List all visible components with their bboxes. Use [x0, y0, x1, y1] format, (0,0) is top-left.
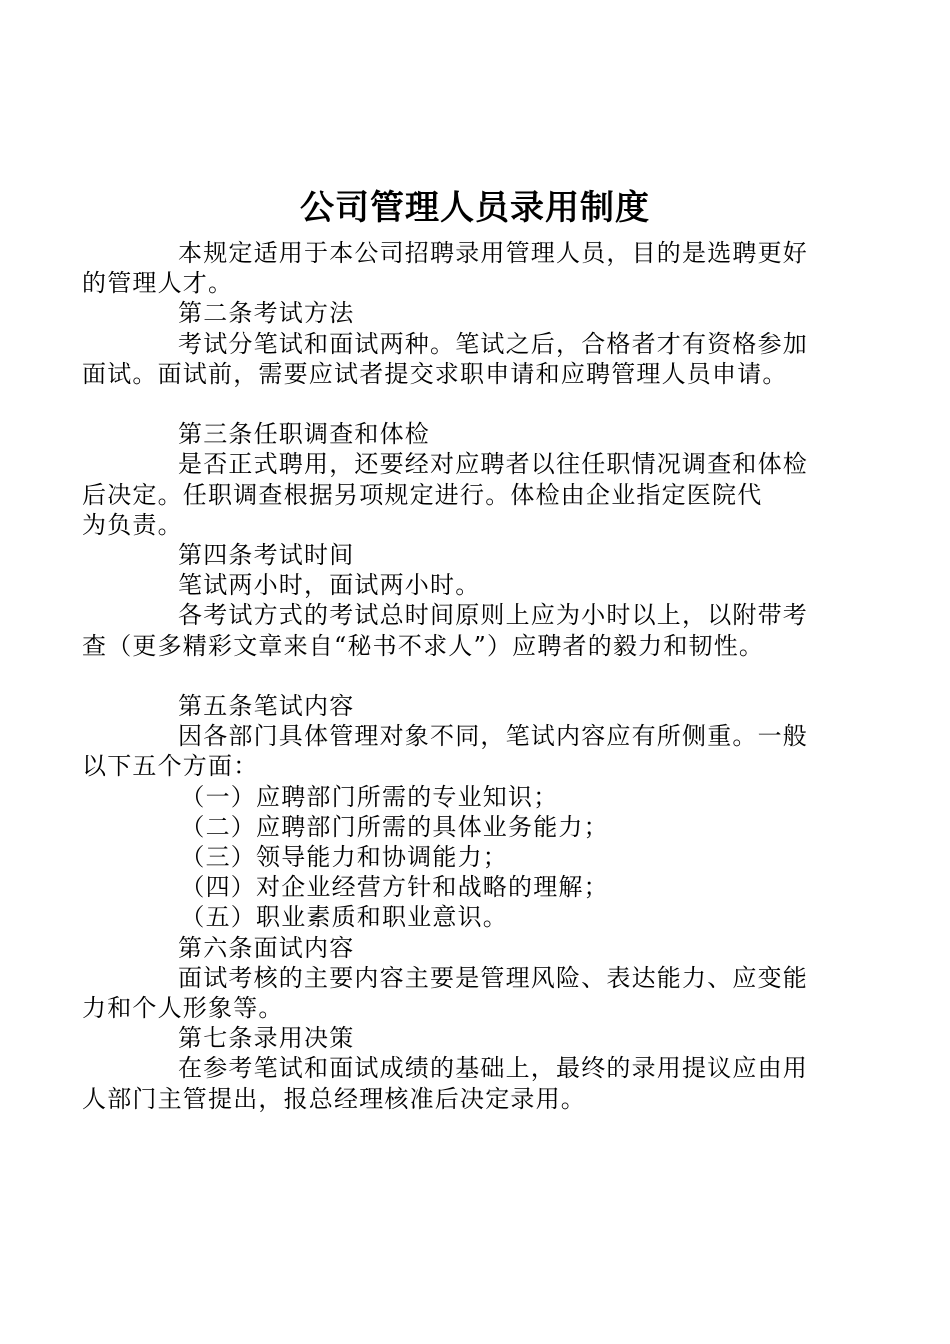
text-line: 第五条笔试内容: [178, 692, 355, 721]
text-line: 人部门主管提出，报总经理核准后决定录用。: [82, 1084, 586, 1113]
list-item: [130, 902, 850, 932]
paragraph: [82, 600, 850, 660]
article-heading: [130, 933, 850, 963]
text-line: （二）应聘部门所需的具体业务能力；: [180, 812, 609, 841]
text-line: 是否正式聘用，还要经对应聘者以往任职情况调查和体检: [178, 450, 808, 479]
text-line: （一）应聘部门所需的专业知识；: [180, 782, 559, 811]
text-line: 面试考核的主要内容主要是管理风险、表达能力、应变能: [178, 963, 808, 992]
blank-line: [130, 661, 850, 691]
paragraph: [130, 570, 850, 600]
text-line: 查（更多精彩文章来自“秘书不求人”）应聘者的毅力和韧性。: [82, 631, 765, 660]
article-heading: [130, 540, 850, 570]
text-line: 的管理人才。: [82, 269, 234, 298]
text-line: 因各部门具体管理对象不同，笔试内容应有所侧重。一般: [178, 722, 808, 751]
text-line: （三）领导能力和协调能力；: [180, 843, 508, 872]
article-heading: [130, 298, 850, 328]
text-line: 考试分笔试和面试两种。笔试之后，合格者才有资格参加: [178, 329, 808, 358]
text-line: 为负责。: [82, 510, 183, 539]
blank-line: [130, 389, 850, 419]
list-item: [130, 812, 850, 842]
text-line: 面试。面试前，需要应试者提交求职申请和应聘管理人员申请。: [82, 359, 788, 388]
text-line: 以下五个方面：: [82, 752, 259, 781]
text-line: 笔试两小时，面试两小时。: [178, 571, 481, 600]
text-line: （五）职业素质和职业意识。: [180, 903, 508, 932]
article-heading: [130, 419, 850, 449]
text-line: 第七条录用决策: [178, 1024, 355, 1053]
text-line: 第三条任职调查和体检: [178, 420, 430, 449]
list-item: [130, 782, 850, 812]
paragraph: [82, 449, 850, 540]
paragraph: [82, 1053, 850, 1113]
text-line: 在参考笔试和面试成绩的基础上，最终的录用提议应由用: [178, 1054, 808, 1083]
paragraph-intro: [82, 238, 850, 298]
article-heading: [130, 1023, 850, 1053]
text-line: 力和个人形象等。: [82, 994, 284, 1023]
document-title: 公司管理人员录用制度: [300, 188, 650, 228]
text-line: 本规定适用于本公司招聘录用管理人员，目的是选聘更好: [178, 239, 808, 267]
text-line: 各考试方式的考试总时间原则上应为小时以上，以附带考: [178, 601, 808, 630]
list-item: [130, 872, 850, 902]
text-line: 第四条考试时间: [178, 541, 355, 570]
paragraph: [82, 963, 850, 1023]
list-item: [130, 842, 850, 872]
article-heading: [130, 691, 850, 721]
paragraph: [82, 721, 850, 781]
text-line: 第二条考试方法: [178, 299, 355, 328]
text-line: （四）对企业经营方针和战略的理解；: [180, 873, 609, 902]
document-body: [82, 238, 850, 1114]
paragraph: [82, 329, 850, 389]
text-line: 第六条面试内容: [178, 933, 355, 962]
text-line: 后决定。任职调查根据另项规定进行。体检由企业指定医院代: [82, 480, 763, 509]
